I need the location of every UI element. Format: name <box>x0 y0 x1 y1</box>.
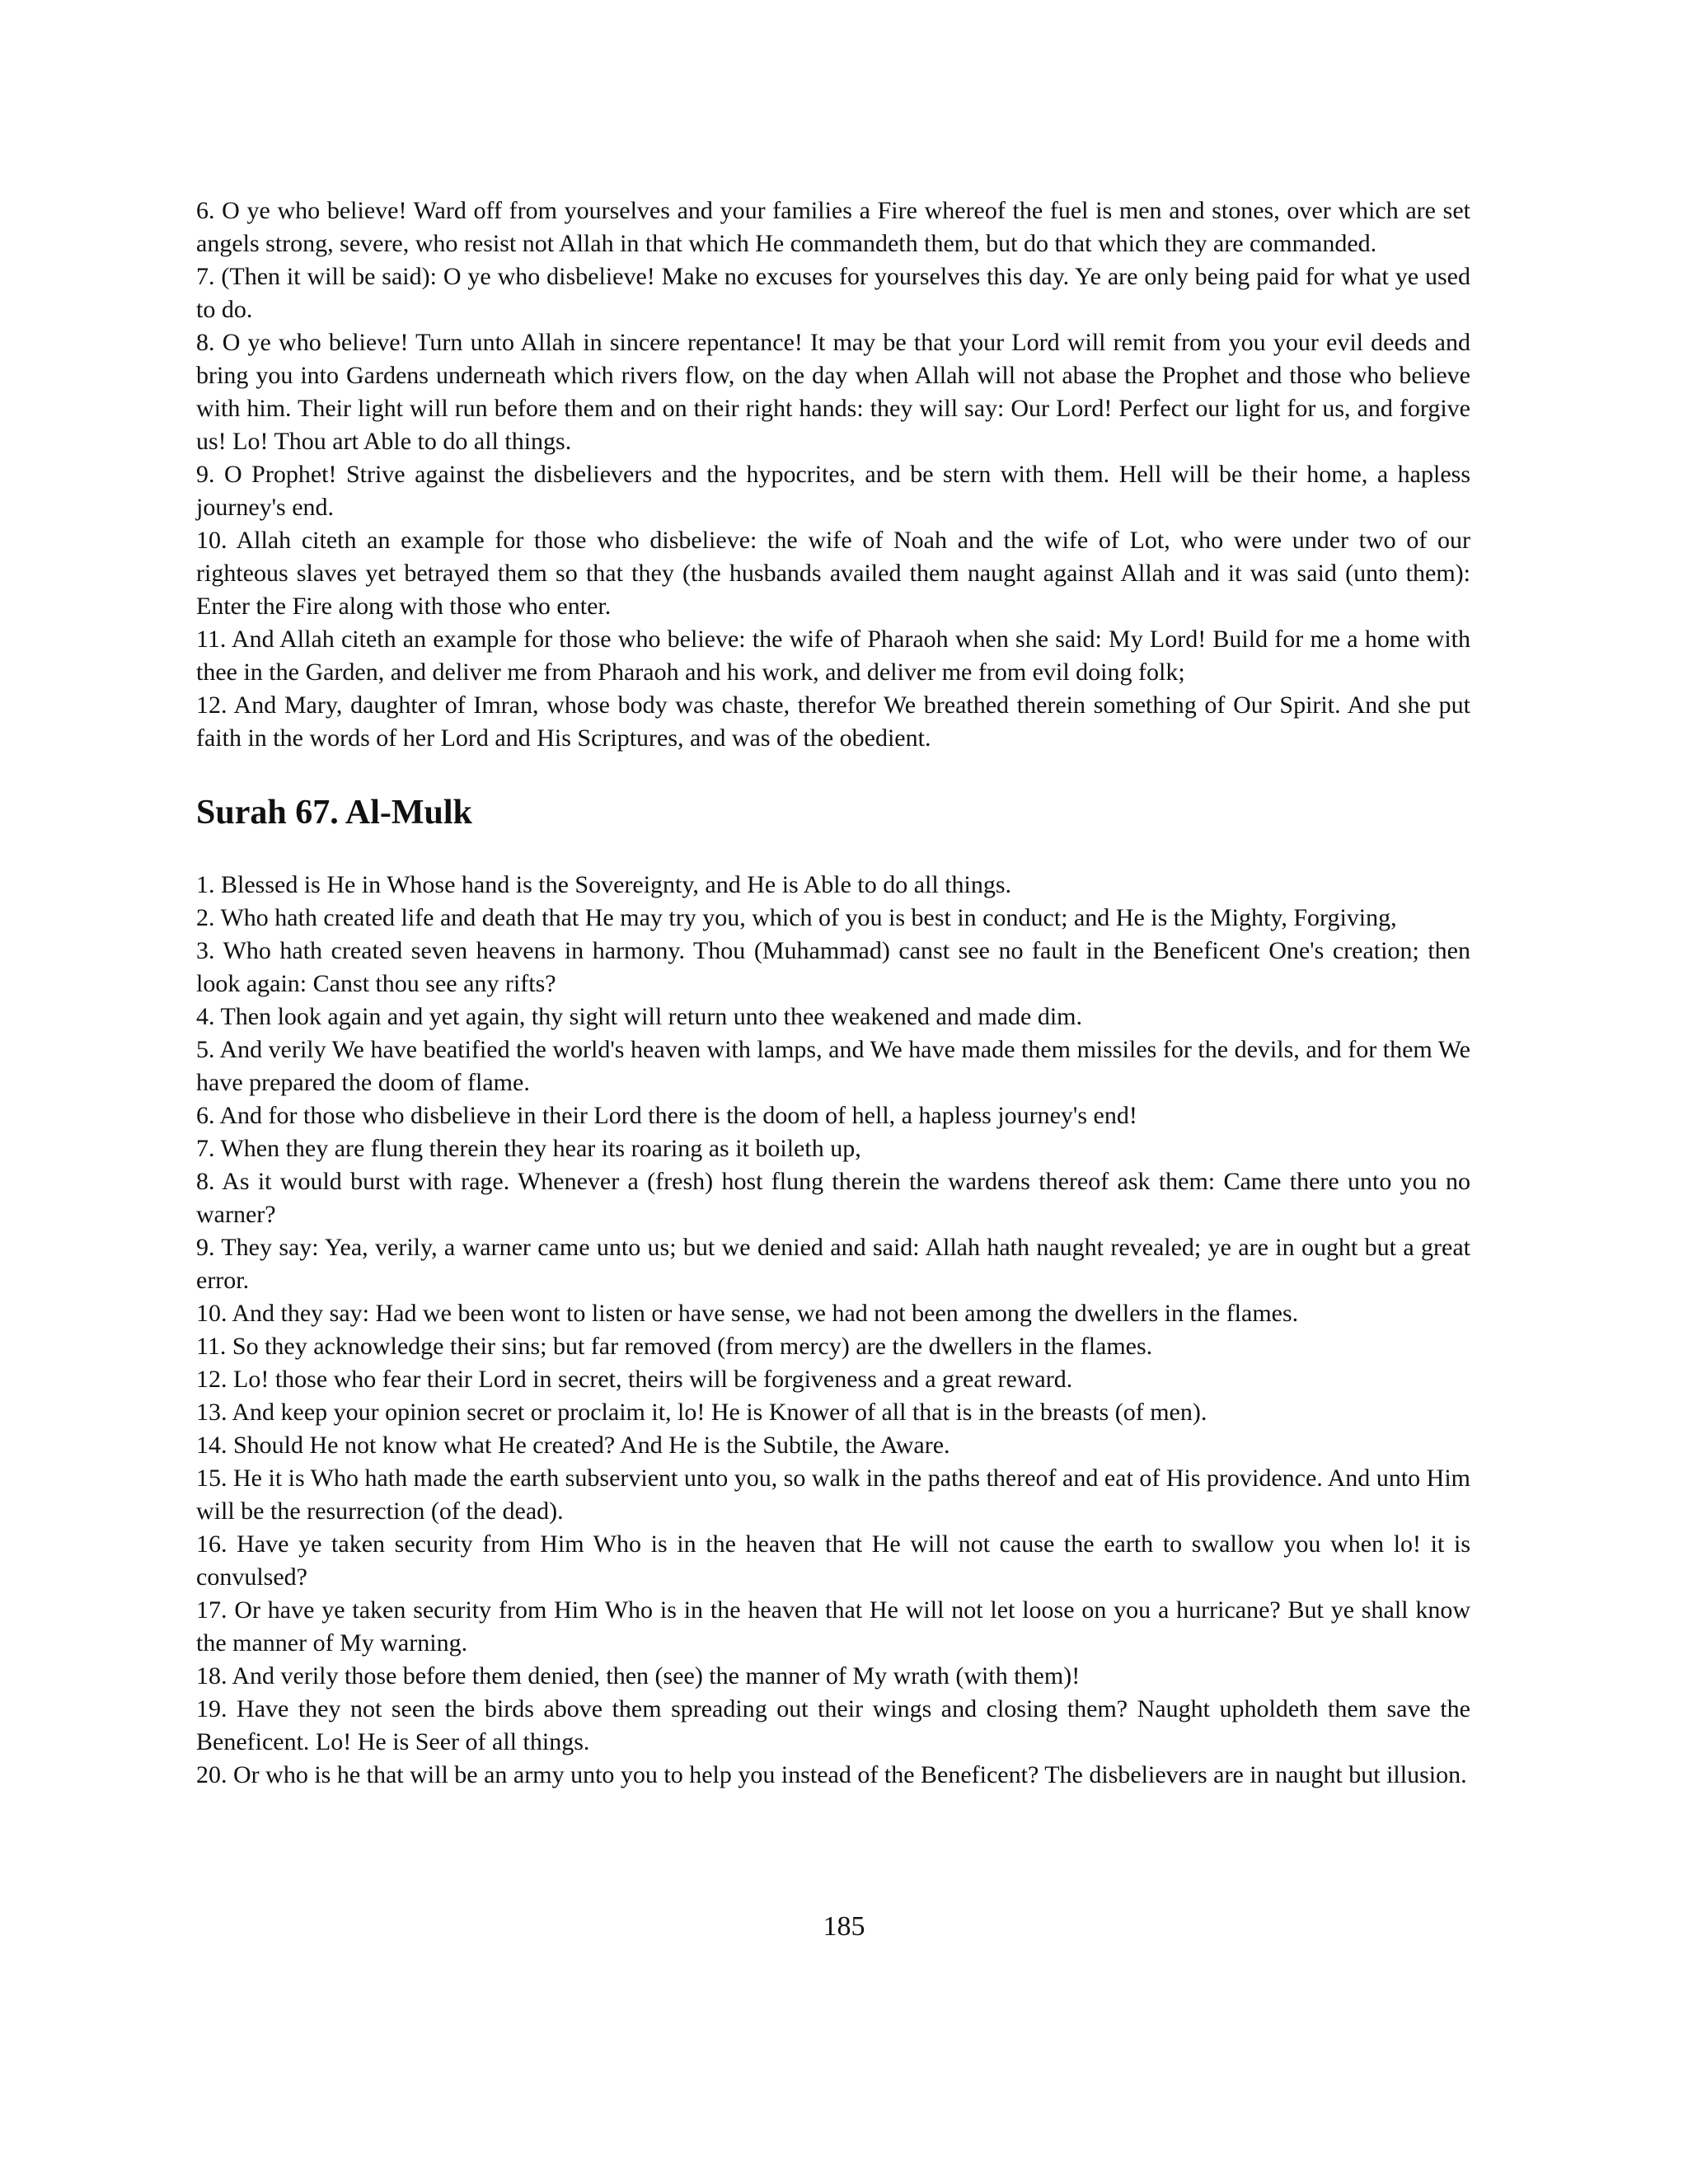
verse-67-9: 9. They say: Yea, verily, a warner came unto us; but we denied and said: Allah hath naught revealed; ye are in ought but a great error. <box>196 1234 1470 1294</box>
verse-67-6: 6. And for those who disbelieve in their Lord there is the doom of hell, a hapless journey's end! <box>196 1102 1137 1129</box>
verse-67-19: 19. Have they not seen the birds above them spreading out their wings and closing them? Naught upholdeth them save the Beneficent. Lo! He is Seer of all things. <box>196 1695 1470 1755</box>
verse-66-12: 12. And Mary, daughter of Imran, whose body was chaste, therefor We breathed therein something of Our Spirit. And she put faith in the words of her Lord and His Scriptures, and was of the obedient. <box>196 691 1470 752</box>
verse-67-11: 11. So they acknowledge their sins; but far removed (from mercy) are the dwellers in the flames. <box>196 1333 1153 1360</box>
surah-heading: Surah 67. Al-Mulk <box>196 794 472 832</box>
verse-67-5: 5. And verily We have beatified the world's heaven with lamps, and We have made them missiles for the devils, and for them We have prepared the doom of flame. <box>196 1036 1470 1096</box>
verse-67-4: 4. Then look again and yet again, thy sight will return unto thee weakened and made dim. <box>196 1003 1082 1030</box>
surah-67-verses <box>196 869 1470 1792</box>
verse-67-20: 20. Or who is he that will be an army unto you to help you instead of the Beneficent? The disbelievers are in naught but illusion. <box>196 1761 1467 1788</box>
verse-66-7: 7. (Then it will be said): O ye who disbelieve! Make no excuses for yourselves this day. Ye are only being paid for what ye used to do. <box>196 263 1470 323</box>
verse-66-9: 9. O Prophet! Strive against the disbelievers and the hypocrites, and be stern with them. Hell will be their home, a hapless journey's end. <box>196 461 1470 521</box>
verse-66-8: 8. O ye who believe! Turn unto Allah in sincere repentance! It may be that your Lord will remit from you your evil deeds and bring you into Gardens underneath which rivers flow, on the day when Allah will not abase the Prophet and those who believe with him. Their light will run before them and on their right hands: they will say: Our Lord! Perfect our light for us, and forgive us! Lo! Thou art Able to do all things. <box>196 329 1470 455</box>
verse-67-10: 10. And they say: Had we been wont to listen or have sense, we had not been among the dwellers in the flames. <box>196 1300 1299 1327</box>
page-content <box>196 194 1470 1792</box>
page-number: 185 <box>823 1911 865 1942</box>
verse-67-8: 8. As it would burst with rage. Whenever a (fresh) host flung therein the wardens thereof ask them: Came there unto you no warner? <box>196 1168 1470 1228</box>
surah-66-verses <box>196 194 1470 755</box>
verse-67-14: 14. Should He not know what He created? And He is the Subtile, the Aware. <box>196 1432 950 1459</box>
verse-67-18: 18. And verily those before them denied, then (see) the manner of My wrath (with them)! <box>196 1662 1081 1690</box>
verse-66-6: 6. O ye who believe! Ward off from yourselves and your families a Fire whereof the fuel is men and stones, over which are set angels strong, severe, who resist not Allah in that which He commandeth them, but do that which they are commanded. <box>196 197 1470 257</box>
verse-67-17: 17. Or have ye taken security from Him Who is in the heaven that He will not let loose on you a hurricane? But ye shall know the manner of My warning. <box>196 1596 1470 1657</box>
verse-67-12: 12. Lo! those who fear their Lord in secret, theirs will be forgiveness and a great reward. <box>196 1366 1073 1393</box>
verse-67-16: 16. Have ye taken security from Him Who is in the heaven that He will not cause the earth to swallow you when lo! it is convulsed? <box>196 1530 1470 1591</box>
verse-67-2: 2. Who hath created life and death that He may try you, which of you is best in conduct; and He is the Mighty, Forgiving, <box>196 904 1397 931</box>
verse-67-7: 7. When they are flung therein they hear its roaring as it boileth up, <box>196 1135 861 1162</box>
verse-67-15: 15. He it is Who hath made the earth subservient unto you, so walk in the paths thereof and eat of His providence. And unto Him will be the resurrection (of the dead). <box>196 1465 1470 1525</box>
verse-66-11: 11. And Allah citeth an example for those who believe: the wife of Pharaoh when she said: My Lord! Build for me a home with thee in the Garden, and deliver me from Pharaoh and his work, and deliver me from evil doing folk; <box>196 626 1470 686</box>
verse-67-13: 13. And keep your opinion secret or proclaim it, lo! He is Knower of all that is in the breasts (of men). <box>196 1399 1207 1426</box>
verse-66-10: 10. Allah citeth an example for those who disbelieve: the wife of Noah and the wife of Lot, who were under two of our righteous slaves yet betrayed them so that they (the husbands availed them naught against Allah and it was said (unto them): Enter the Fire along with those who enter. <box>196 527 1470 620</box>
verse-67-1: 1. Blessed is He in Whose hand is the Sovereignty, and He is Able to do all things. <box>196 871 1012 898</box>
verse-67-3: 3. Who hath created seven heavens in harmony. Thou (Muhammad) canst see no fault in the Beneficent One's creation; then look again: Canst thou see any rifts? <box>196 937 1470 997</box>
